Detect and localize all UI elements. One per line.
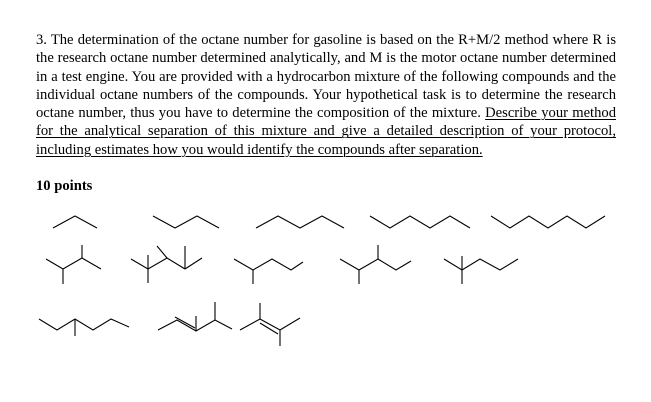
- pentane-skeletal-icon: [256, 216, 344, 228]
- heptane-skeletal-icon: [491, 216, 605, 228]
- trimethylpentane-skeletal-icon: [131, 246, 202, 283]
- question-text: [36, 31, 616, 159]
- methylpentane-skeletal-icon: [234, 259, 303, 284]
- question-body: 3. The determination of the octane number for gasoline is based on the R+M/2 method where R is the research octane number determined analytically, and M is the motor octane number determined in a test engine. You are provided with a hydrocarbon mixture of the following compounds and the individual octane numbers of the compounds. Your hypothetical task is to determine the research octane number, thus you have to determine the composition of the mixture.: [36, 32, 616, 122]
- methylhexane-skeletal-icon: [39, 319, 129, 336]
- methylbutene-skeletal-icon: [240, 303, 300, 346]
- hexane-skeletal-icon: [370, 216, 470, 228]
- points-label: 10 points: [36, 178, 93, 194]
- butane-skeletal-icon: [153, 216, 219, 228]
- propane-skeletal-icon: [53, 216, 97, 228]
- question-task-underlined: Describe your method for the analytical separation of this mixture and give a detailed description of your protocol, including estimates how you would identify the compounds after separation.: [36, 105, 616, 158]
- dimethylbutane-skeletal-icon: [46, 245, 101, 284]
- dimethylpentene-skeletal-icon: [158, 302, 232, 331]
- dimethylpentane-skeletal-icon: [340, 245, 411, 284]
- dimethylhexane-skeletal-icon: [444, 256, 518, 284]
